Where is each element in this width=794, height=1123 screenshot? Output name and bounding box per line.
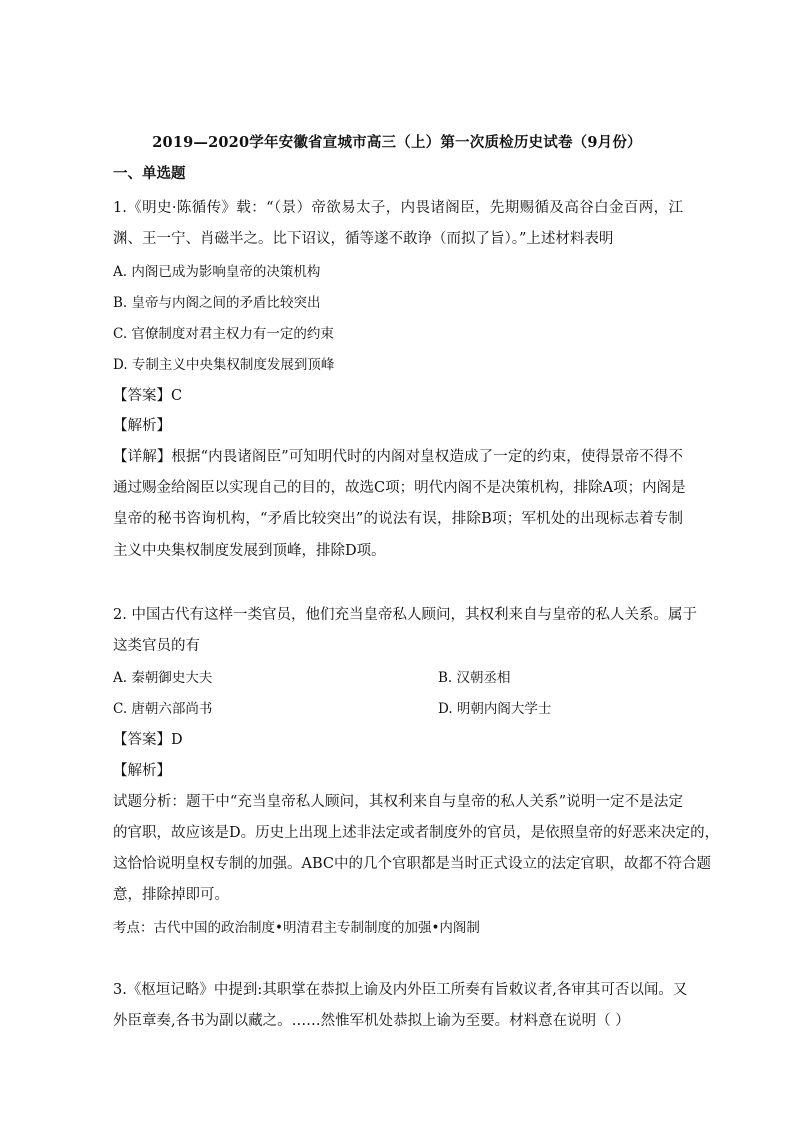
q1-option-c: C. 官僚制度对君主权力有一定的约束	[113, 326, 334, 342]
q2-option-c: C. 唐朝六部尚书	[113, 701, 213, 717]
q1-detail-line-2: 通过赐金给阁臣以实现自己的目的，故选C项；明代内阁不是决策机构，排除A项；内阁是	[113, 480, 686, 496]
q2-analysis-label: 【解析】	[113, 763, 171, 779]
q3-stem-line-2: 外臣章奏,各书为副以藏之。……然惟军机处恭拟上谕为至要。材料意在说明（ ）	[113, 1013, 630, 1029]
q1-analysis-label: 【解析】	[113, 418, 171, 434]
q1-option-b: B. 皇帝与内阁之间的矛盾比较突出	[113, 295, 321, 311]
q2-answer: 【答案】D	[113, 732, 183, 748]
q2-stem-line-1: 2. 中国古代有这样一类官员，他们充当皇帝私人顾问，其权利来自与皇帝的私人关系。属于	[113, 607, 697, 623]
q1-detail-line-3: 皇帝的秘书咨询机构，“矛盾比较突出”的说法有误，排除B项；军机处的出现标志着专制	[113, 511, 683, 527]
q2-detail-line-2: 的官职，故应该是D。历史上出现上述非法定或者制度外的官员，是依照皇帝的好恶来决定的，	[113, 825, 720, 841]
q2-detail-line-1: 试题分析：题干中“充当皇帝私人顾问，其权利来自与皇帝的私人关系”说明一定不是法定	[113, 794, 683, 810]
q3-stem-line-1: 3.《枢垣记略》中提到:其职掌在恭拟上谕及内外臣工所奏有旨敕议者,各审其可否以闻。又	[113, 982, 688, 998]
q2-option-a: A. 秦朝御史大夫	[113, 670, 213, 686]
q2-detail-line-4: 意，排除掉即可。	[113, 887, 229, 903]
q2-detail-line-3: 这恰恰说明皇权专制的加强。ABC中的几个官职都是当时正式设立的法定官职，故都不符合题	[113, 856, 711, 872]
q1-option-d: D. 专制主义中央集权制度发展到顶峰	[113, 357, 335, 373]
section-heading: 一、单选题	[113, 165, 186, 182]
q2-option-d: D. 明朝内阁大学士	[438, 701, 552, 717]
q1-detail-line-4: 主义中央集权制度发展到顶峰，排除D项。	[113, 543, 386, 559]
q2-stem-line-2: 这类官员的有	[113, 638, 200, 654]
document-title: 2019—2020学年安徽省宣城市高三（上）第一次质检历史试卷（9月份）	[152, 134, 642, 151]
q1-stem-line-1: 1.《明史·陈循传》载：“（景）帝欲易太子，内畏诸阁臣，先期赐循及高谷白金百两，江	[113, 200, 683, 216]
q1-option-a: A. 内阁已成为影响皇帝的决策机构	[113, 264, 321, 280]
q2-kaodian: 考点：古代中国的政治制度•明清君主专制制度的加强•内阁制	[113, 920, 480, 936]
q1-stem-line-2: 渊、王一宁、肖磁半之。比下诏议，循等遂不敢诤（而拟了旨）。”上述材料表明	[113, 231, 614, 247]
q1-detail-line-1: 【详解】根据“内畏诸阁臣”可知明代时的内阁对皇权造成了一定的约束，使得景帝不得不	[113, 449, 683, 465]
q1-answer: 【答案】C	[113, 388, 183, 404]
q2-option-b: B. 汉朝丞相	[438, 670, 511, 686]
